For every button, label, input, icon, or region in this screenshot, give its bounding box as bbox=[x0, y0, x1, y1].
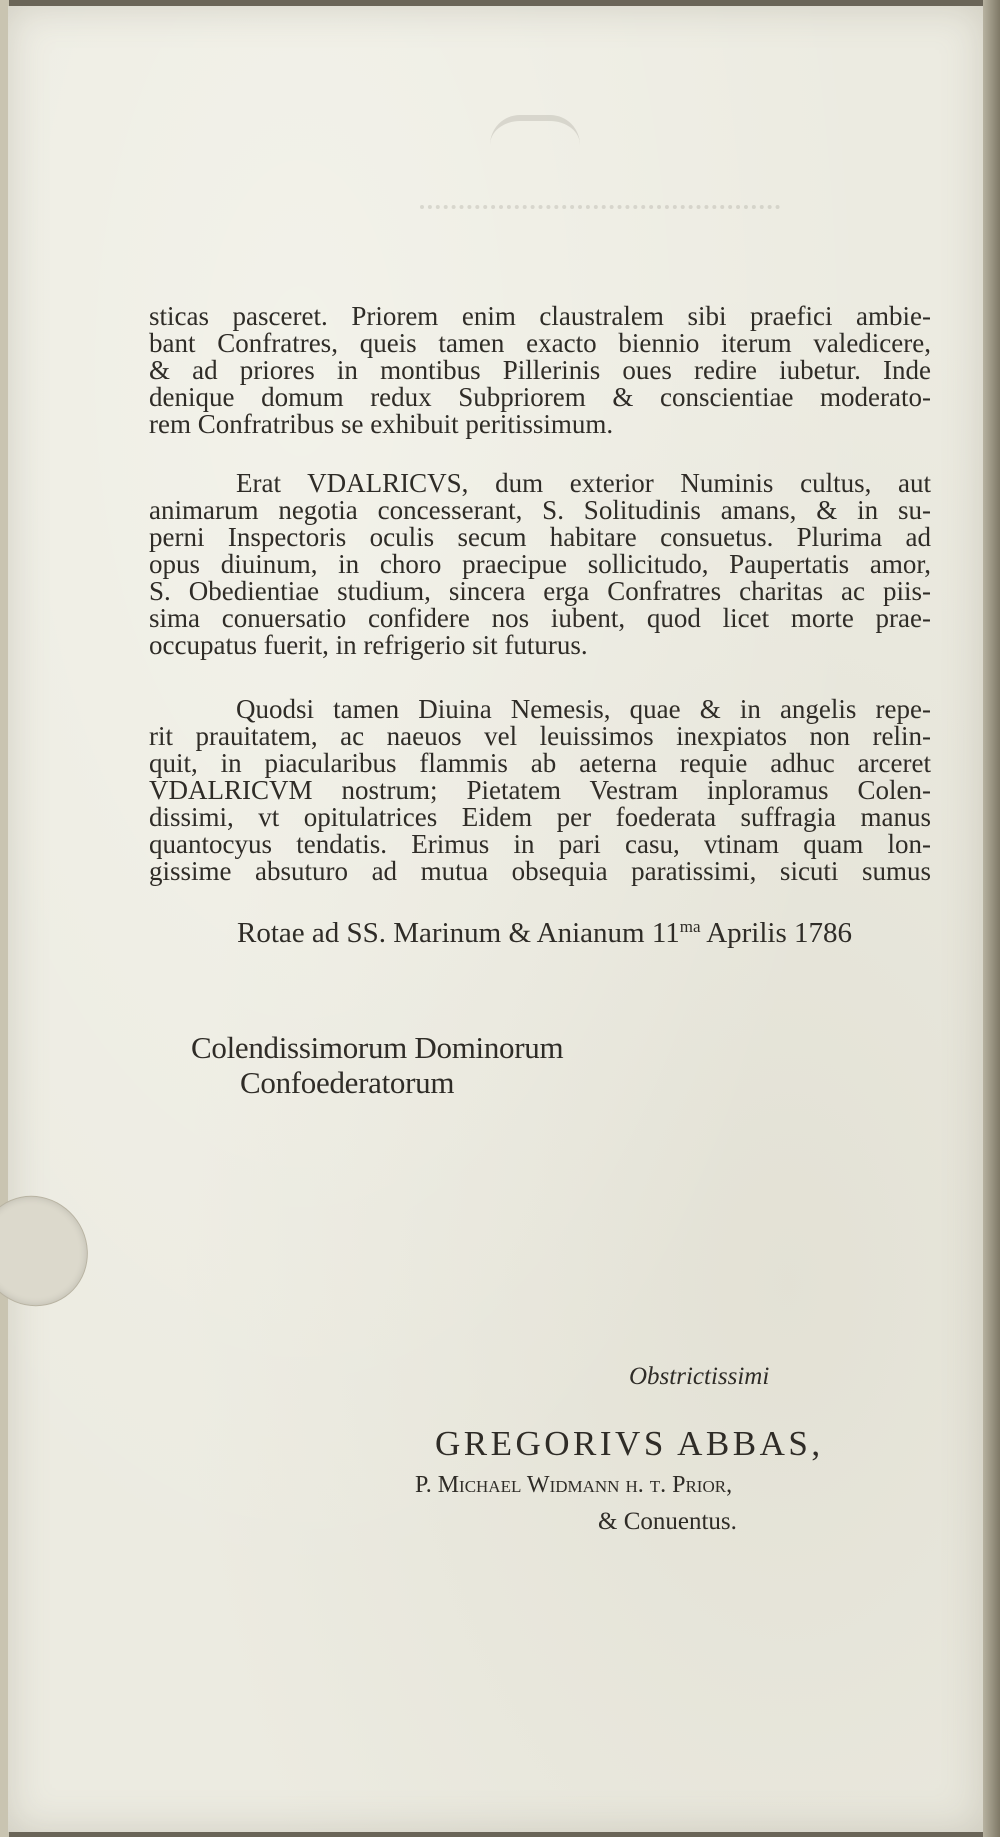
signature-prior: P. Michael Widmann h. t. Prior, bbox=[415, 1472, 733, 1498]
ink-bleed-through bbox=[420, 95, 780, 265]
address-line-1: Colendissimorum Dominorum bbox=[191, 1030, 564, 1065]
text-line: S. Obedientiae studium, sincera erga Confratres charitas ac piis- bbox=[149, 576, 931, 606]
right-page-edge bbox=[983, 0, 1000, 1837]
text-line: & ad priores in montibus Pillerinis oues redire iubetur. Inde bbox=[149, 355, 931, 385]
date-superscript: ma bbox=[679, 917, 701, 936]
text-line: bant Confratres, queis tamen exacto biennio iterum valedicere, bbox=[149, 328, 931, 358]
paragraph-1 bbox=[149, 303, 931, 438]
text-line: Quodsi tamen Diuina Nemesis, quae & in angelis repe- bbox=[236, 694, 931, 724]
text-line: rem Confratribus se exhibuit peritissimum. bbox=[149, 409, 614, 439]
text-line: quit, in piacularibus flammis ab aeterna requie adhuc arceret bbox=[149, 748, 931, 778]
text-line: VDALRICVM nostrum; Pietatem Vestram inploramus Colen- bbox=[149, 775, 931, 805]
text-line: occupatus fuerit, in refrigerio sit futurus. bbox=[149, 630, 588, 660]
text-line: animarum negotia concesserant, S. Solitudinis amans, & in su- bbox=[149, 495, 931, 525]
text-line: sticas pasceret. Priorem enim claustralem sibi praefici ambie- bbox=[149, 301, 931, 331]
text-line: opus diuinum, in choro praecipue sollicitudo, Paupertatis amor, bbox=[149, 549, 931, 579]
signature-abbot: GREGORIVS ABBAS, bbox=[435, 1424, 824, 1463]
closing-obstrictissimi: Obstrictissimi bbox=[629, 1363, 770, 1390]
text-line: dissimi, vt opitulatrices Eidem per foederata suffragia manus bbox=[149, 802, 931, 832]
address-line-2: Confoederatorum bbox=[240, 1065, 455, 1100]
text-line: denique domum redux Subpriorem & conscientiae moderato- bbox=[149, 382, 931, 412]
dateline: Rotae ad SS. Marinum & Anianum $11^{ma}$ Aprilis 1786 bbox=[237, 917, 853, 949]
text-line: gissime absuturo ad mutua obsequia paratissimi, sicuti sumus bbox=[149, 856, 931, 886]
signature-convent: & Conuentus. bbox=[598, 1508, 737, 1535]
text-line: Erat VDALRICVS, dum exterior Numinis cultus, aut bbox=[236, 468, 931, 498]
text-line: quantocyus tendatis. Erimus in pari casu, vtinam quam lon- bbox=[149, 829, 931, 859]
text-line: rit prauitatem, ac naeuos vel leuissimos inexpiatos non relin- bbox=[149, 721, 931, 751]
paragraph-3 bbox=[149, 696, 931, 885]
text-line: perni Inspectoris oculis secum habitare consuetus. Plurima ad bbox=[149, 522, 931, 552]
paragraph-2 bbox=[149, 470, 931, 659]
text-line: sima conuersatio confidere nos iubent, quod licet morte prae- bbox=[149, 603, 931, 633]
